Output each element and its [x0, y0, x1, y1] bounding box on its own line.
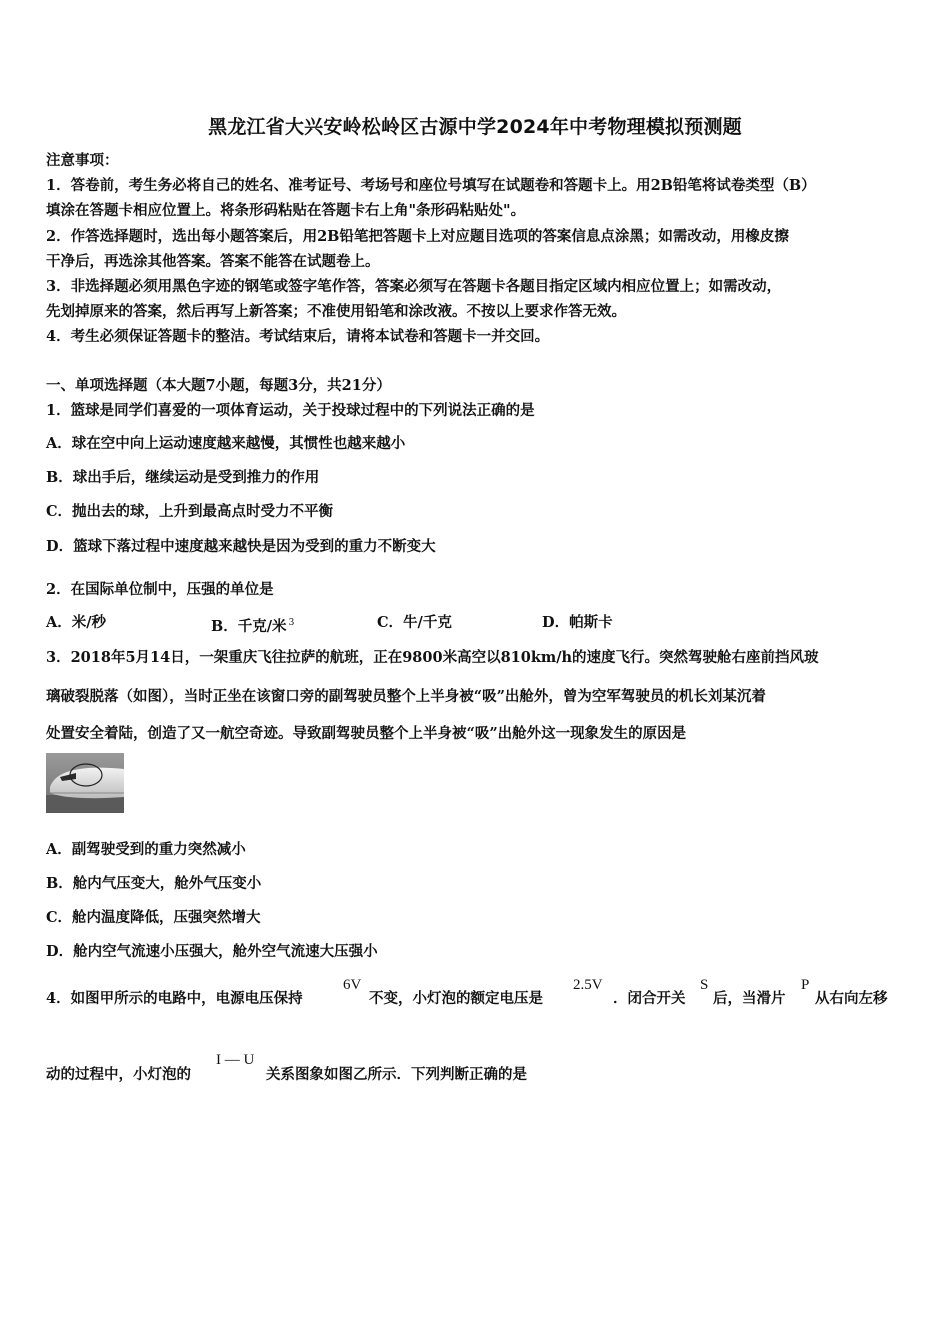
question-3-option-a: A．副驾驶受到的重力突然减小 — [46, 841, 246, 858]
question-1-option-a: A．球在空中向上运动速度越来越慢，其惯性也越来越小 — [46, 435, 406, 452]
question-4-text-2: 不变，小灯泡的额定电压是 — [369, 990, 543, 1007]
notice-line: 1．答卷前，考生务必将自己的姓名、准考证号、考场号和座位号填写在试题卷和答题卡上。用2B铅笔将试卷类型（B） — [46, 177, 816, 194]
option-b-superscript: 3 — [288, 618, 295, 628]
rated-voltage-value: 2.5V — [573, 977, 603, 993]
question-2-option-d: D．帕斯卡 — [542, 614, 613, 631]
slider-symbol: P — [801, 977, 810, 993]
switch-symbol: S — [700, 977, 709, 993]
question-1-option-c: C．抛出去的球，上升到最高点时受力不平衡 — [46, 503, 334, 520]
section-heading: 一、单项选择题（本大题7小题，每题3分，共21分） — [46, 377, 391, 394]
question-1-stem: 1．篮球是同学们喜爱的一项体育运动，关于投球过程中的下列说法正确的是 — [46, 402, 535, 419]
question-2-option-b — [211, 613, 294, 637]
question-4-text-5: 从右向左移 — [815, 990, 888, 1007]
notice-line: 4．考生必须保证答题卡的整洁。考试结束后，请将本试卷和答题卡一并交回。 — [46, 328, 550, 345]
notice-line: 先划掉原来的答案，然后再写上新答案；不准使用铅笔和涂改液。不按以上要求作答无效。 — [46, 303, 626, 320]
question-3-option-b: B．舱内气压变大，舱外气压变小 — [46, 875, 262, 892]
question-3-stem: 3．2018年5月14日，一架重庆飞往拉萨的航班，正在9800米高空以810km/h的速度飞行。突然驾驶舱右座前挡风玻 — [46, 649, 819, 666]
notice-line: 3．非选择题必须用黑色字迹的钢笔或签字笔作答，答案必须写在答题卡各题目指定区域内相应位置上；如需改动， — [46, 278, 782, 295]
question-1-option-d: D．篮球下落过程中速度越来越快是因为受到的重力不断变大 — [46, 538, 436, 555]
question-2-option-c: C．牛/千克 — [377, 614, 452, 631]
question-2-stem: 2．在国际单位制中，压强的单位是 — [46, 581, 274, 598]
voltage-value: 6V — [343, 977, 362, 993]
question-4-text-1: 4．如图甲所示的电路中，电源电压保持 — [46, 990, 303, 1007]
exam-title: 黑龙江省大兴安岭松岭区古源中学2024年中考物理模拟预测题 — [208, 116, 742, 138]
question-4-line-2b: 关系图象如图乙所示．下列判断正确的是 — [266, 1066, 527, 1083]
question-2-option-a: A．米/秒 — [46, 614, 107, 631]
question-3-option-d: D．舱内空气流速小压强大，舱外空气流速大压强小 — [46, 943, 378, 960]
question-3-option-c: C．舱内温度降低，压强突然增大 — [46, 909, 261, 926]
option-b-text: B．千克/米 — [211, 617, 287, 635]
notice-line: 填涂在答题卡相应位置上。将条形码粘贴在答题卡右上角"条形码粘贴处"。 — [46, 202, 526, 219]
airplane-photo — [46, 753, 124, 813]
notice-line: 2．作答选择题时，选出每小题答案后，用2B铅笔把答题卡上对应题目选项的答案信息点涂黑；如需改动，用橡皮擦 — [46, 228, 789, 245]
iu-symbol: I — U — [216, 1052, 255, 1068]
question-4-text-4: 后，当滑片 — [713, 990, 786, 1007]
question-4-line-2a: 动的过程中，小灯泡的 — [46, 1066, 191, 1083]
notice-line: 干净后，再选涂其他答案。答案不能答在试题卷上。 — [46, 253, 380, 270]
question-4-text-3: ．闭合开关 — [613, 990, 686, 1007]
question-3-stem: 处置安全着陆，创造了又一航空奇迹。导致副驾驶员整个上半身被“吸”出舱外这一现象发生的原因是 — [46, 725, 687, 742]
question-1-option-b: B．球出手后，继续运动是受到推力的作用 — [46, 469, 320, 486]
question-3-stem: 璃破裂脱落（如图），当时正坐在该窗口旁的副驾驶员整个上半身被“吸”出舱外，曾为空军驾驶员的机长刘某沉着 — [46, 688, 766, 705]
notice-heading: 注意事项： — [46, 152, 119, 169]
